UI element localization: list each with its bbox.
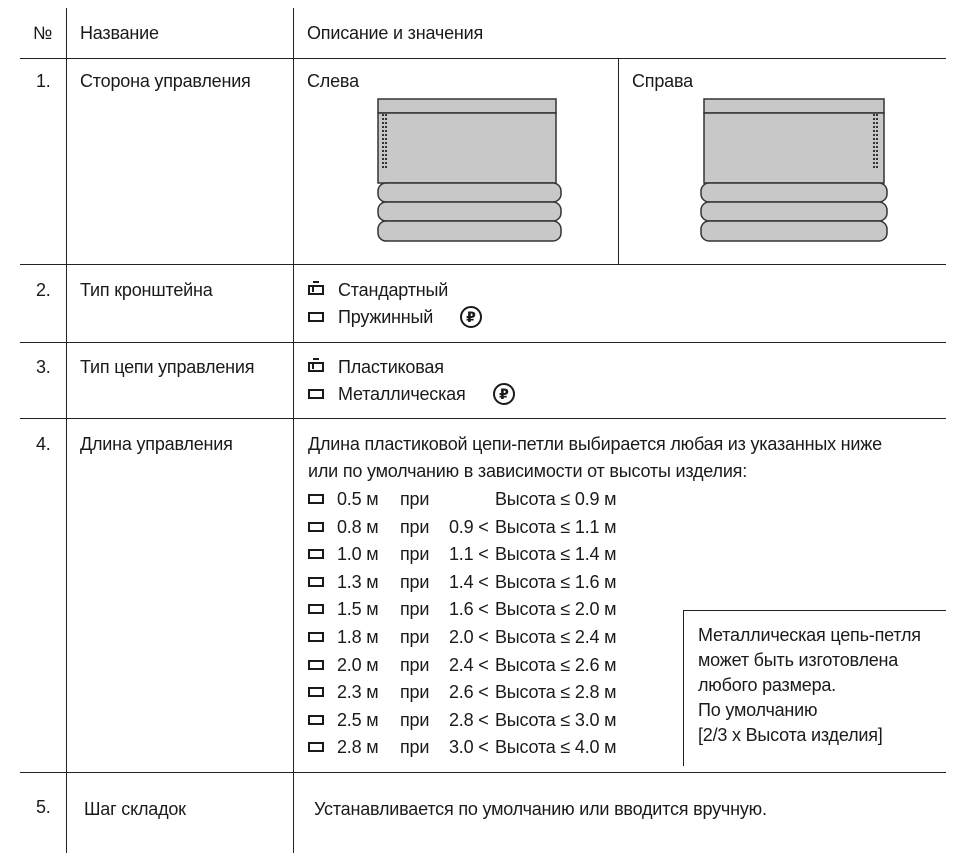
row1-num: 1. [36, 71, 51, 91]
length-option-lower: 3.0 < [449, 737, 489, 758]
length-option-lower: 0.9 < [449, 516, 489, 537]
ruble-icon: ₽ [493, 383, 515, 405]
row2-opt1: Стандартный [338, 280, 449, 300]
length-option-lower: 2.0 < [449, 627, 489, 647]
table-top-border [20, 58, 946, 59]
row4-num: 4. [36, 434, 51, 454]
length-option-checkbox[interactable] [308, 715, 324, 725]
length-option-cond: Высота ≤ 1.6 м [495, 571, 617, 592]
row5-name: Шаг складок [84, 799, 186, 819]
length-option-pri: при [400, 571, 430, 592]
col-divider-2 [293, 8, 294, 853]
length-option-checkbox[interactable] [308, 660, 324, 670]
note-line-4: По умолчанию [698, 700, 818, 720]
length-option-lower: 1.1 < [449, 544, 489, 565]
length-option-len: 1.5 м [337, 599, 379, 620]
length-option-cond: Высота ≤ 4.0 м [495, 737, 617, 758]
length-option-cond: Высота ≤ 2.6 м [495, 654, 617, 675]
row4-intro-line1: Длина пластиковой цепи-петли выбирается любая из указанных ниже [308, 434, 882, 454]
row5-num: 5. [36, 797, 51, 817]
length-option-pri: при [400, 737, 430, 758]
note-divider [683, 610, 684, 766]
length-option-cond: Высота ≤ 3.0 м [495, 709, 617, 730]
length-option-pri: при [400, 627, 430, 647]
length-option-checkbox[interactable] [308, 577, 324, 587]
row4-border [20, 772, 946, 773]
length-option-cond: Высота ≤ 2.4 м [495, 627, 617, 647]
row1-name: Сторона управления [80, 71, 251, 91]
row1-right-label: Справа [632, 71, 693, 91]
row4-intro-line2: или по умолчанию в зависимости от высоты изделия: [308, 461, 748, 481]
row3-opt1: Пластиковая [338, 357, 444, 377]
blind-left-illustration [370, 96, 566, 246]
note-line-3: любого размера. [698, 675, 836, 695]
row1-left-label: Слева [307, 71, 359, 91]
length-option-checkbox[interactable] [308, 494, 324, 504]
length-option-len: 1.3 м [337, 571, 379, 592]
checkbox-spring[interactable] [308, 312, 324, 322]
length-option-pri: при [400, 599, 430, 620]
length-option-cond: Высота ≤ 2.8 м [495, 682, 617, 703]
length-option-checkbox[interactable] [308, 742, 324, 752]
length-option-lower: 2.8 < [449, 709, 489, 730]
row3-opt2: Металлическая [338, 384, 466, 404]
row3-num: 3. [36, 357, 51, 377]
checkbox-standard-checked[interactable] [308, 285, 324, 295]
row2-num: 2. [36, 280, 51, 300]
ruble-icon: ₽ [460, 306, 482, 328]
length-option-pri: при [400, 682, 430, 703]
note-top-border [683, 610, 946, 611]
checkbox-plastic-checked[interactable] [308, 362, 324, 372]
length-option-len: 2.3 м [337, 682, 379, 703]
length-option-cond: Высота ≤ 2.0 м [495, 599, 617, 620]
length-option-pri: при [400, 489, 430, 509]
note-line-1: Металлическая цепь-петля [698, 625, 921, 645]
length-option-cond: Высота ≤ 1.1 м [495, 516, 617, 537]
note-line-5: [2/3 х Высота изделия] [698, 725, 883, 745]
length-option-len: 2.5 м [337, 709, 379, 730]
row4-name: Длина управления [80, 434, 233, 454]
length-option-len: 2.8 м [337, 737, 379, 758]
length-option-pri: при [400, 544, 430, 565]
length-option-checkbox[interactable] [308, 604, 324, 614]
header-name: Название [80, 23, 159, 43]
blind-right-illustration [696, 96, 892, 246]
length-option-len: 1.0 м [337, 544, 379, 565]
length-option-lower: 2.6 < [449, 682, 489, 703]
row3-border [20, 418, 946, 419]
col-divider-side [618, 58, 619, 264]
checkbox-metal[interactable] [308, 389, 324, 399]
row2-name: Тип кронштейна [80, 280, 213, 300]
length-option-checkbox[interactable] [308, 522, 324, 532]
length-option-len: 1.8 м [337, 627, 379, 647]
length-option-len: 2.0 м [337, 654, 379, 675]
length-option-pri: при [400, 709, 430, 730]
row3-name: Тип цепи управления [80, 357, 255, 377]
header-num: № [33, 23, 53, 43]
length-option-checkbox[interactable] [308, 549, 324, 559]
length-option-len: 0.5 м [337, 489, 379, 509]
length-option-cond: Высота ≤ 0.9 м [495, 489, 617, 509]
length-option-checkbox[interactable] [308, 632, 324, 642]
length-option-lower: 1.4 < [449, 571, 489, 592]
row2-opt2: Пружинный [338, 307, 434, 327]
length-option-lower: 2.4 < [449, 654, 489, 675]
row1-border [20, 264, 946, 265]
row2-border [20, 342, 946, 343]
length-option-len: 0.8 м [337, 516, 379, 537]
length-option-checkbox[interactable] [308, 687, 324, 697]
row5-desc: Устанавливается по умолчанию или вводится вручную. [314, 799, 767, 819]
length-option-lower: 1.6 < [449, 599, 489, 620]
col-divider-1 [66, 8, 67, 853]
length-option-pri: при [400, 516, 430, 537]
length-option-pri: при [400, 654, 430, 675]
header-desc: Описание и значения [307, 23, 484, 43]
note-line-2: может быть изготовлена [698, 650, 899, 670]
length-option-cond: Высота ≤ 1.4 м [495, 544, 617, 565]
